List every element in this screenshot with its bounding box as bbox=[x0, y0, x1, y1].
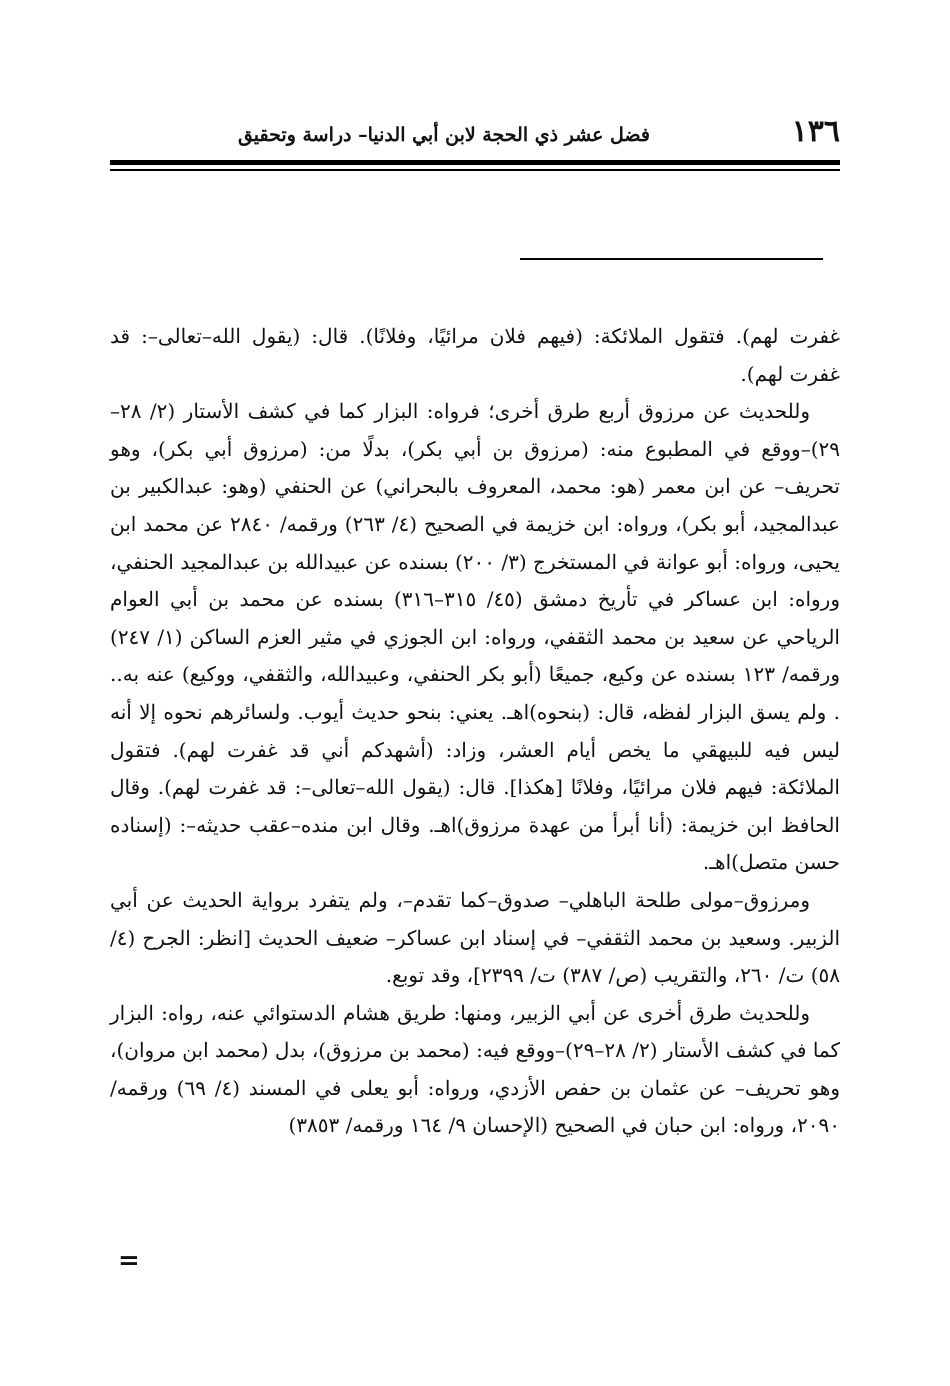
header-rule-thin bbox=[110, 169, 840, 171]
running-title: فضل عشر ذي الحجة لابن أبي الدنيا– دراسة وتحقيق bbox=[237, 124, 650, 146]
paragraph: ومرزوق–مولى طلحة الباهلي– صدوق–كما تقدم–، ولم يتفرد برواية الحديث عن أبي الزبير. وسعيد بن محمد الثقفي– في إسناد ابن عساكر– ضعيف الحديث [انظر: الجرح (٤/ ٥٨) ت/ ٢٦٠، والتقريب (ص/ ٣٨٧) ت/ ٢٣٩٩]، وقد توبع. bbox=[110, 887, 840, 988]
paragraph: وللحديث عن مرزوق أربع طرق أخرى؛ فرواه: البزار كما في كشف الأستار (٢/ ٢٨–٢٩)–ووقع في المطبوع منه: (مرزوق بن أبي بكر)، بدلًا من: (مرزوق أبي بكر)، وهو تحريف– عن ابن معمر (هو: محمد، المعروف بالبحراني) عن الحنفي (وهو: عبدالكبير بن عبدالمجيد، أبو بكر)، ورواه: ابن خزيمة في الصحيح (٤/ ٢٦٣) ورقمه/ ٢٨٤٠ عن محمد ابن يحيى، ورواه: أبو عوانة في المستخرج (٣/ ٢٠٠) بسنده عن عبيدالله بن عبدالمجيد الحنفي، ورواه: ابن عساكر في تأريخ دمشق (٤٥/ ٣١٥–٣١٦) بسنده عن محمد بن أبي العوام الرياحي عن سعيد بن محمد الثقفي، ورواه: ابن الجوزي في مثير العزم الساكن (١/ ٢٤٧) ورقمه/ ١٢٣ بسنده عن وكيع، جميعًا (أبو بكر الحنفي، وعبيدالله، والثقفي، ووكيع) عنه به.. . ولم يسق البزار لفظه، قال: (بنحوه)اهـ. يعني: بنحو حديث أيوب. ولسائرهم نحوه إلا أنه ليس فيه للبيهقي ما يخص أيام العشر، وزاد: (أشهدكم أني قد غفرت لهم). فتقول الملائكة: فيهم فلان مرائيًا، وفلانًا [هكذا]. قال: (يقول الله–تعالى–: قد غفرت لهم). وقال الحافظ ابن خزيمة: (أنا أبرأ من عهدة مرزوق)اهـ. وقال ابن منده–عقب حديثه–: (إسناده حسن متصل)اهـ. bbox=[110, 399, 840, 875]
continuation-mark: = bbox=[118, 1246, 140, 1276]
page-number: ١٣٦ bbox=[791, 114, 840, 149]
footnote-text bbox=[110, 318, 840, 1145]
header-rule-thick bbox=[110, 160, 840, 165]
paragraph: وللحديث طرق أخرى عن أبي الزبير، ومنها: طريق هشام الدستوائي عنه، رواه: البزار كما في كشف الأستار (٢/ ٢٨–٢٩)–ووقع فيه: (محمد بن مرزوق)، بدل (محمد ابن مروان)، وهو تحريف– عن عثمان بن حفص الأزدي، ورواه: أبو يعلى في المسند (٤/ ٦٩) ورقمه/ ٢٠٩٠، ورواه: ابن حبان في الصحيح (الإحسان ٩/ ١٦٤ ورقمه/ ٣٨٥٣) bbox=[110, 1000, 840, 1138]
page-header bbox=[110, 112, 840, 156]
paragraph: غفرت لهم). فتقول الملائكة: (فيهم فلان مرائيًا، وفلانًا). قال: (يقول الله–تعالى–: قد غفرت لهم). bbox=[110, 324, 840, 386]
footnote-separator bbox=[520, 258, 823, 260]
